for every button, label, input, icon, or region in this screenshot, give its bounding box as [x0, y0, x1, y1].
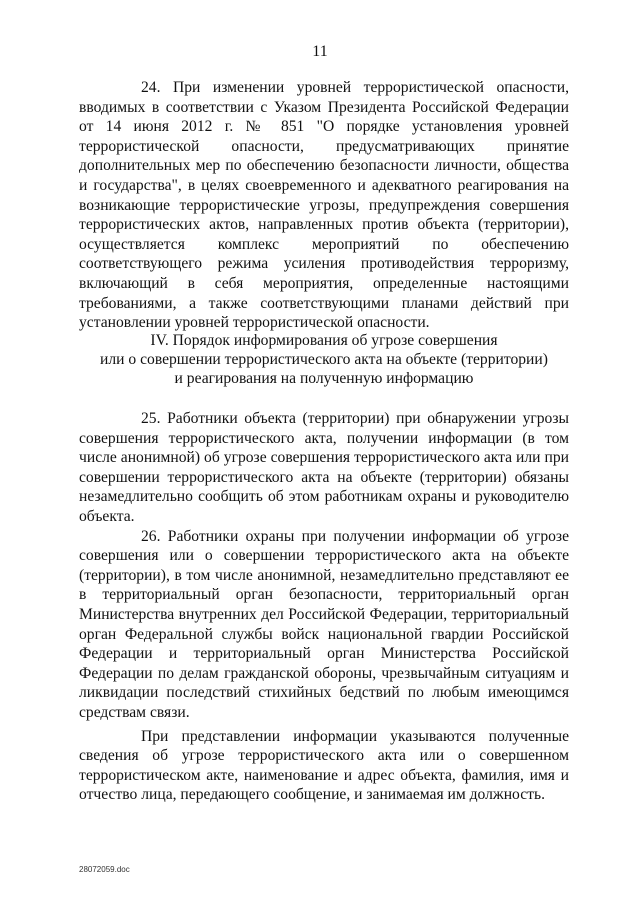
page-number: 11 — [312, 43, 328, 60]
paragraph-24: 24. При изменении уровней террористической опасности, вводимых в соответствии с Указом Президента Российской Федерации от 14 июня 2012 г. № 851 "О порядке установления уровней террористической опасности, предусматривающих принятие дополнительных мер по обеспечению безопасности личности, общества и государства", в целях своевременного и адекватного реагирования на возникающие террористические угрозы, предупреждения совершения террористических актов, направленных против объекта (территории), осуществляется комплекс мероприятий по обеспечению соответствующего режима усиления противодействия терроризму, включающий в себя мероприятия, определенные настоящими требованиями, а также соответствующими планами действий при установлении уровней террористической опасности. — [79, 79, 569, 332]
footer-filename: 28072059.doc — [79, 865, 130, 874]
paragraph-26: 26. Работники охраны при получении информации об угрозе совершения или о совершении террористического акта на объекте (территории), в том числе анонимной, незамедлительно представляют ее в территориальный орган безопасности, территориальный орган Министерства внутренних дел Российской Федерации, территориальный орган Федеральной службы войск национальной гвардии Российской Федерации и территориальный орган Министерства Российской Федерации по делам гражданской обороны, чрезвычайным ситуациям и ликвидации последствий стихийных бедствий по любым имеющимся средствам связи. — [79, 527, 569, 721]
heading-line-3: и реагирования на полученную информацию — [174, 370, 474, 387]
paragraph-information-details: При представлении информации указываются полученные сведения об угрозе террористического акта или о совершенном террористическом акте, наименование и адрес объекта, фамилия, имя и отчество лица, передающего сообщение, и занимаемая им должность. — [79, 727, 569, 804]
paragraph-25: 25. Работники объекта (территории) при обнаружении угрозы совершения террористического акта, получении информации (в том числе анонимной) об угрозе совершения террористического акта или при совершении террористического акта на объекте (территории) обязаны незамедлительно сообщить об этом работникам охраны и руководителю объекта. — [79, 410, 569, 525]
section-24-block — [79, 78, 569, 333]
heading-line-1: IV. Порядок информирования об угрозе совершения — [150, 332, 498, 349]
section-4-body — [79, 409, 569, 805]
heading-line-2: или о совершении террористического акта на объекте (территории) — [100, 351, 548, 368]
section-heading — [79, 331, 569, 388]
